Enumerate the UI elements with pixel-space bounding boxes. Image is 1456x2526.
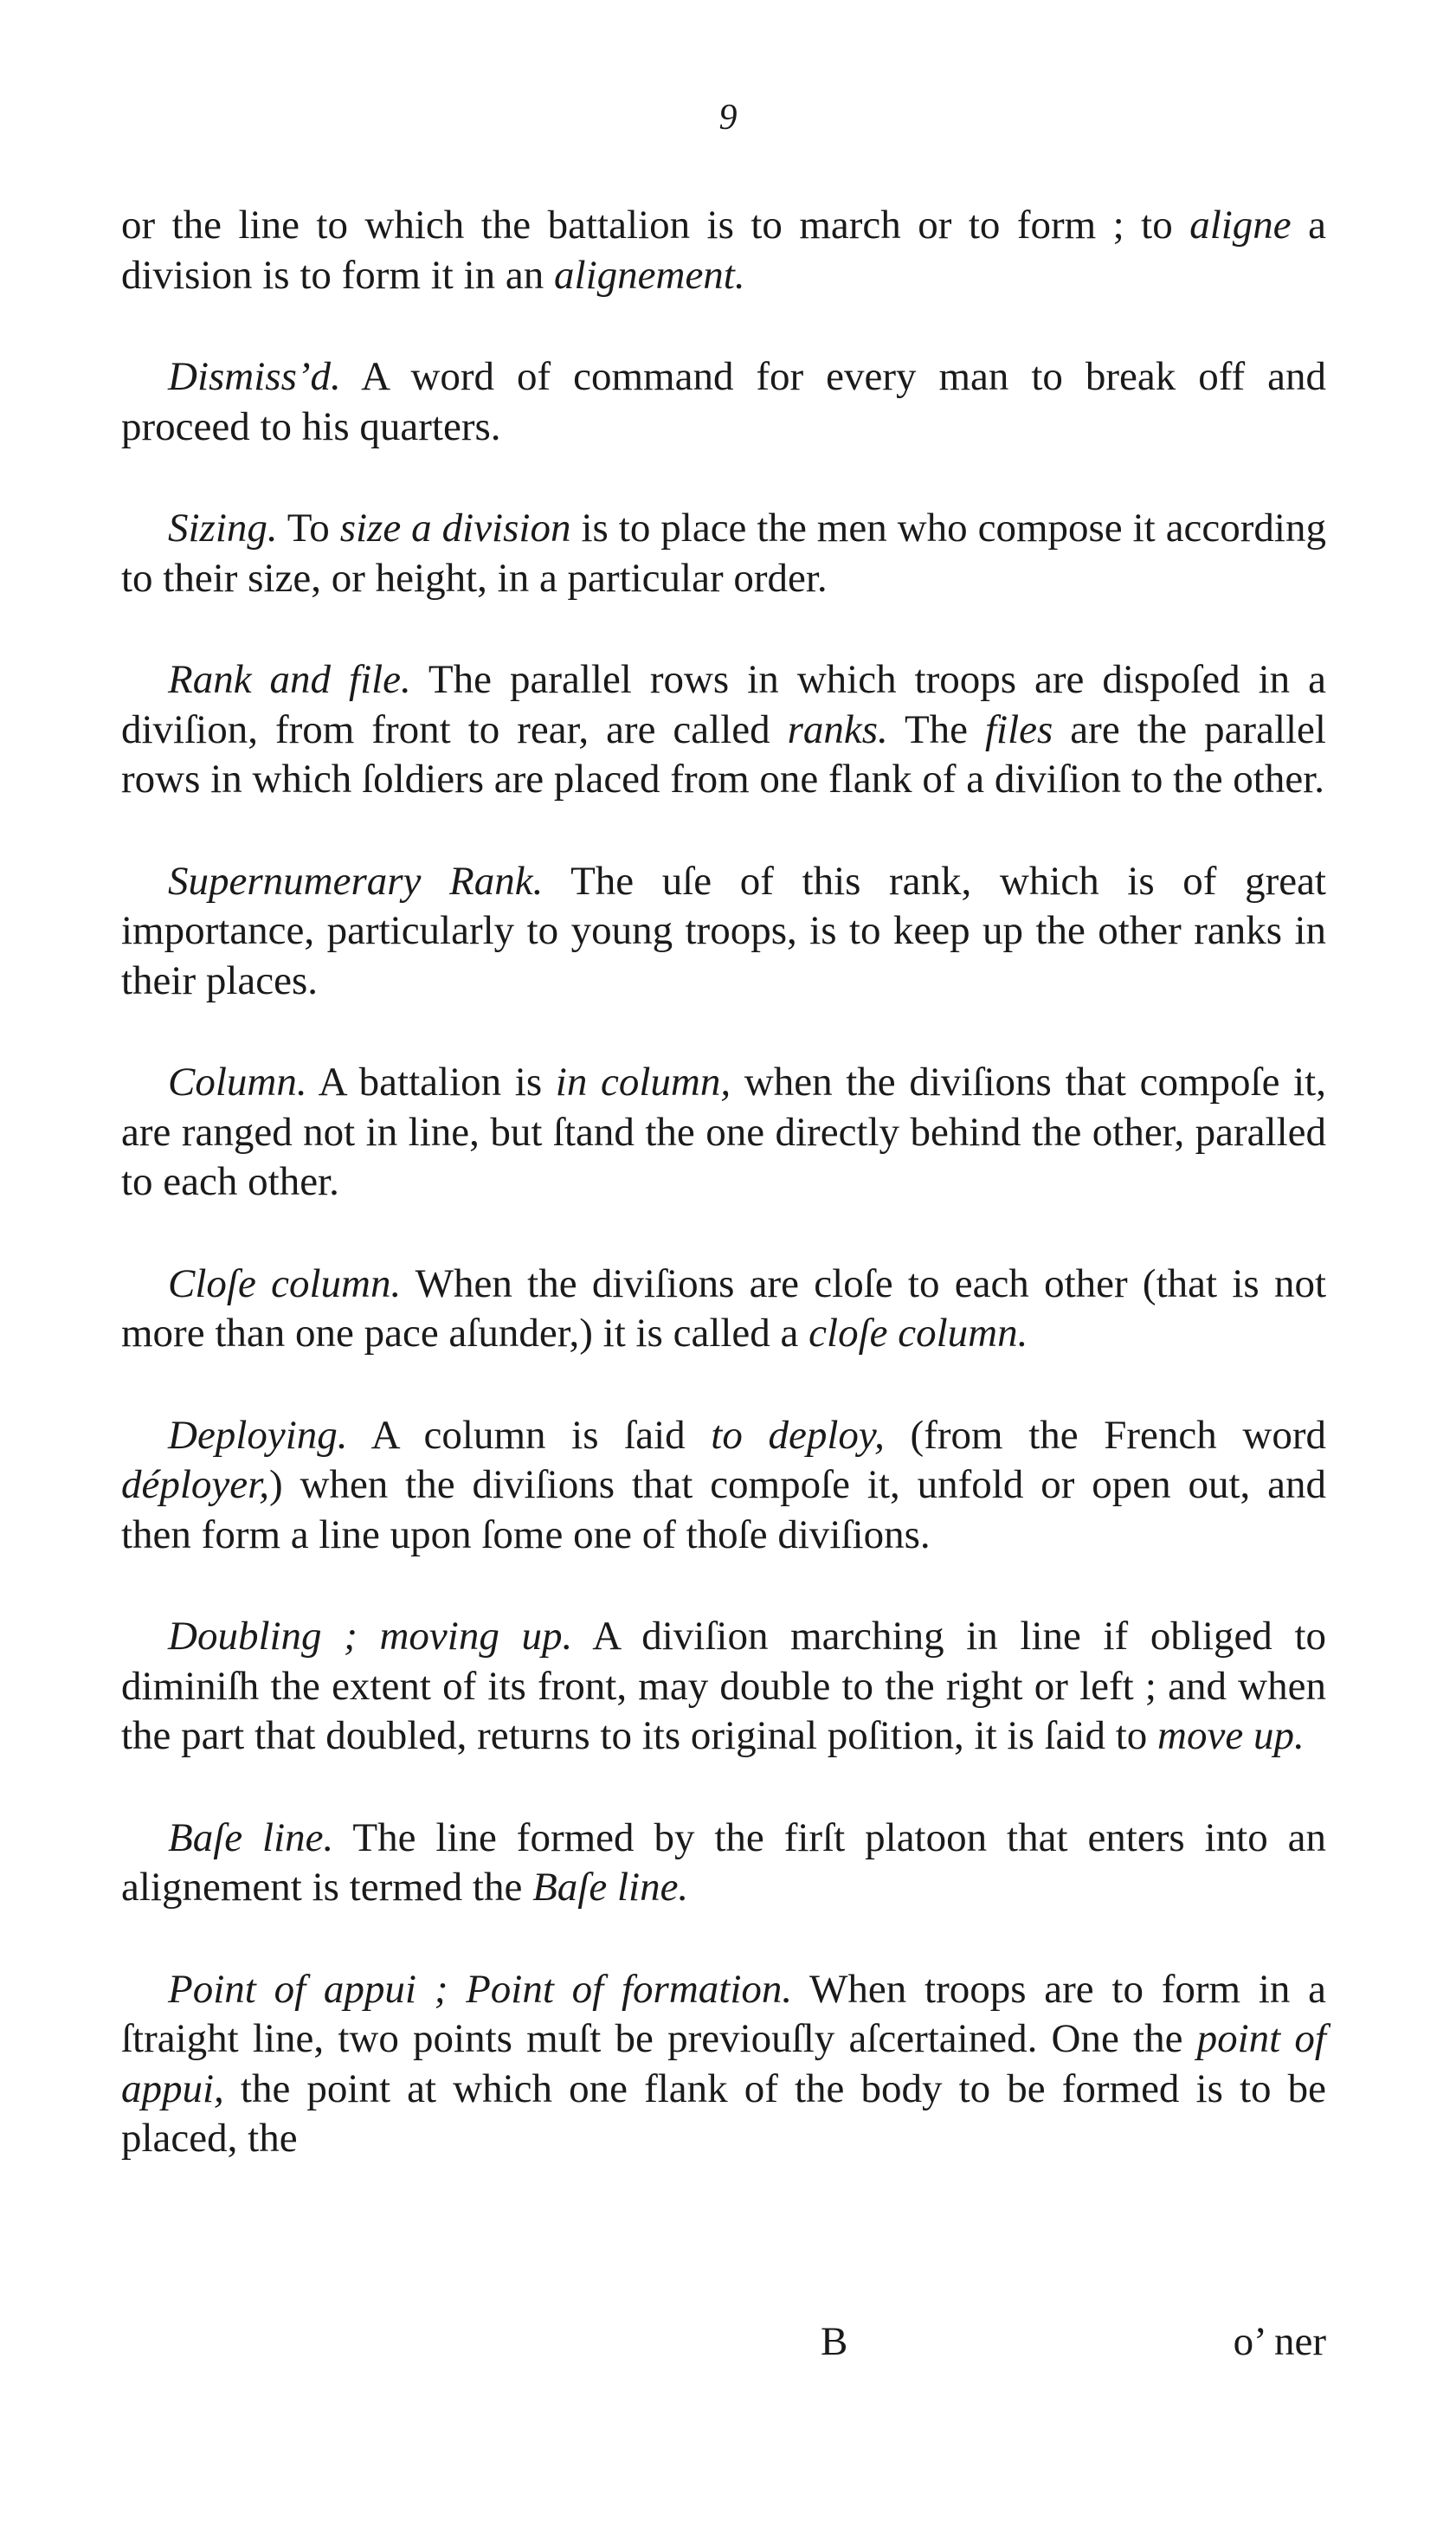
- paragraph-text: A word of command for every man to break off and proceed to his quarters.: [121, 354, 1326, 449]
- definition-term: Sizing.: [168, 506, 278, 551]
- signature-mark: B: [821, 2319, 848, 2364]
- definition-column: [121, 1058, 1326, 1208]
- definition-term: Column.: [168, 1060, 307, 1105]
- page-number: 9: [718, 98, 738, 138]
- definition-term: Supernumerary Rank.: [168, 858, 544, 904]
- paragraph-continued-aligne: [121, 201, 1326, 300]
- emphasized-term: to deploy,: [711, 1412, 885, 1458]
- paragraph-text: A battalion is: [306, 1060, 556, 1105]
- emphasized-term: déployer,: [121, 1462, 269, 1507]
- definition-sizing: [121, 504, 1326, 603]
- definition-term: Dismiss’d.: [168, 354, 341, 399]
- definition-close-column: [121, 1260, 1326, 1359]
- emphasized-term: alignement.: [554, 252, 745, 298]
- definition-term: Doubling ; moving up.: [168, 1614, 573, 1659]
- definition-term: Point of appui ; Point of formation.: [168, 1966, 793, 2012]
- paragraph-text: ) when the diviſions that compoſe it, unfold or open out, and then form a line upon ſome one of thoſe diviſions.: [121, 1462, 1326, 1557]
- definition-dismissd: [121, 352, 1326, 452]
- emphasized-term: cloſe column.: [809, 1311, 1028, 1356]
- paragraph-text: The parallel rows in which troops are dispoſed in a diviſion, from front to rear, are called: [121, 657, 1326, 752]
- definition-term: Deploying.: [168, 1412, 348, 1458]
- definitions-text: [121, 201, 1326, 2216]
- definition-point-of-appui: [121, 1965, 1326, 2164]
- paragraph-text: To: [277, 506, 340, 551]
- definition-supernumerary-rank: [121, 857, 1326, 1007]
- definition-term: Cloſe column.: [168, 1260, 402, 1306]
- paragraph-text: The: [887, 706, 985, 752]
- catchword: o’ ner: [1233, 2319, 1326, 2364]
- paragraph-text: The line formed by the firſt platoon that enters into an alignement is termed the: [121, 1814, 1327, 1910]
- emphasized-term: files: [985, 706, 1053, 752]
- emphasized-term: aligne: [1189, 203, 1292, 248]
- emphasized-term: move up.: [1157, 1713, 1305, 1758]
- paragraph-text: the point at which one flank of the body to be formed is to be placed, the: [121, 2065, 1326, 2161]
- paragraph-text: is to place the men who compose it according to their size, or height, in a particular order.: [121, 506, 1326, 601]
- paragraph-text: The uſe of this rank, which is of great importance, particularly to young troops, is to keep up the other ranks in their places.: [121, 858, 1326, 1003]
- paragraph-text: a division is to form it in an: [121, 203, 1326, 298]
- definition-deploying: [121, 1411, 1326, 1561]
- emphasized-term: Baſe line.: [532, 1865, 689, 1910]
- paragraph-text: A column is ſaid: [347, 1412, 712, 1458]
- paragraph-text: When troops are to form in a ſtraight line, two points muſt be previouſly aſcertained. One the: [121, 1966, 1326, 2061]
- paragraph-text: are the parallel rows in which ſoldiers are placed from one flank of a diviſion to the other.: [121, 706, 1326, 802]
- paragraph-text: When the diviſions are cloſe to each other (that is not more than one pace aſunder,) it is called a: [121, 1260, 1326, 1356]
- paragraph-text: A diviſion marching in line if obliged to diminiſh the extent of its front, may double to the right or left ; and when the part that doubled, returns to its original poſition, it is ſaid to: [121, 1614, 1326, 1758]
- paragraph-text: when the diviſions that compoſe it, are ranged not in line, but ſtand the one directly behind the other, paralled to each other.: [121, 1060, 1326, 1204]
- emphasized-term: ranks.: [787, 706, 888, 752]
- definition-rank-and-file: [121, 655, 1326, 805]
- emphasized-term: size a division: [339, 506, 571, 551]
- paragraph-text: or the line to which the battalion is to march or to form ; to: [121, 203, 1190, 248]
- definition-term: Rank and file.: [168, 657, 411, 702]
- paragraph-text: (from the French word: [884, 1412, 1327, 1458]
- emphasized-term: in column,: [555, 1060, 731, 1105]
- emphasized-term: point of appui,: [121, 2016, 1326, 2111]
- definition-base-line: [121, 1814, 1326, 1913]
- definition-term: Baſe line.: [168, 1814, 334, 1860]
- definition-doubling: [121, 1612, 1326, 1762]
